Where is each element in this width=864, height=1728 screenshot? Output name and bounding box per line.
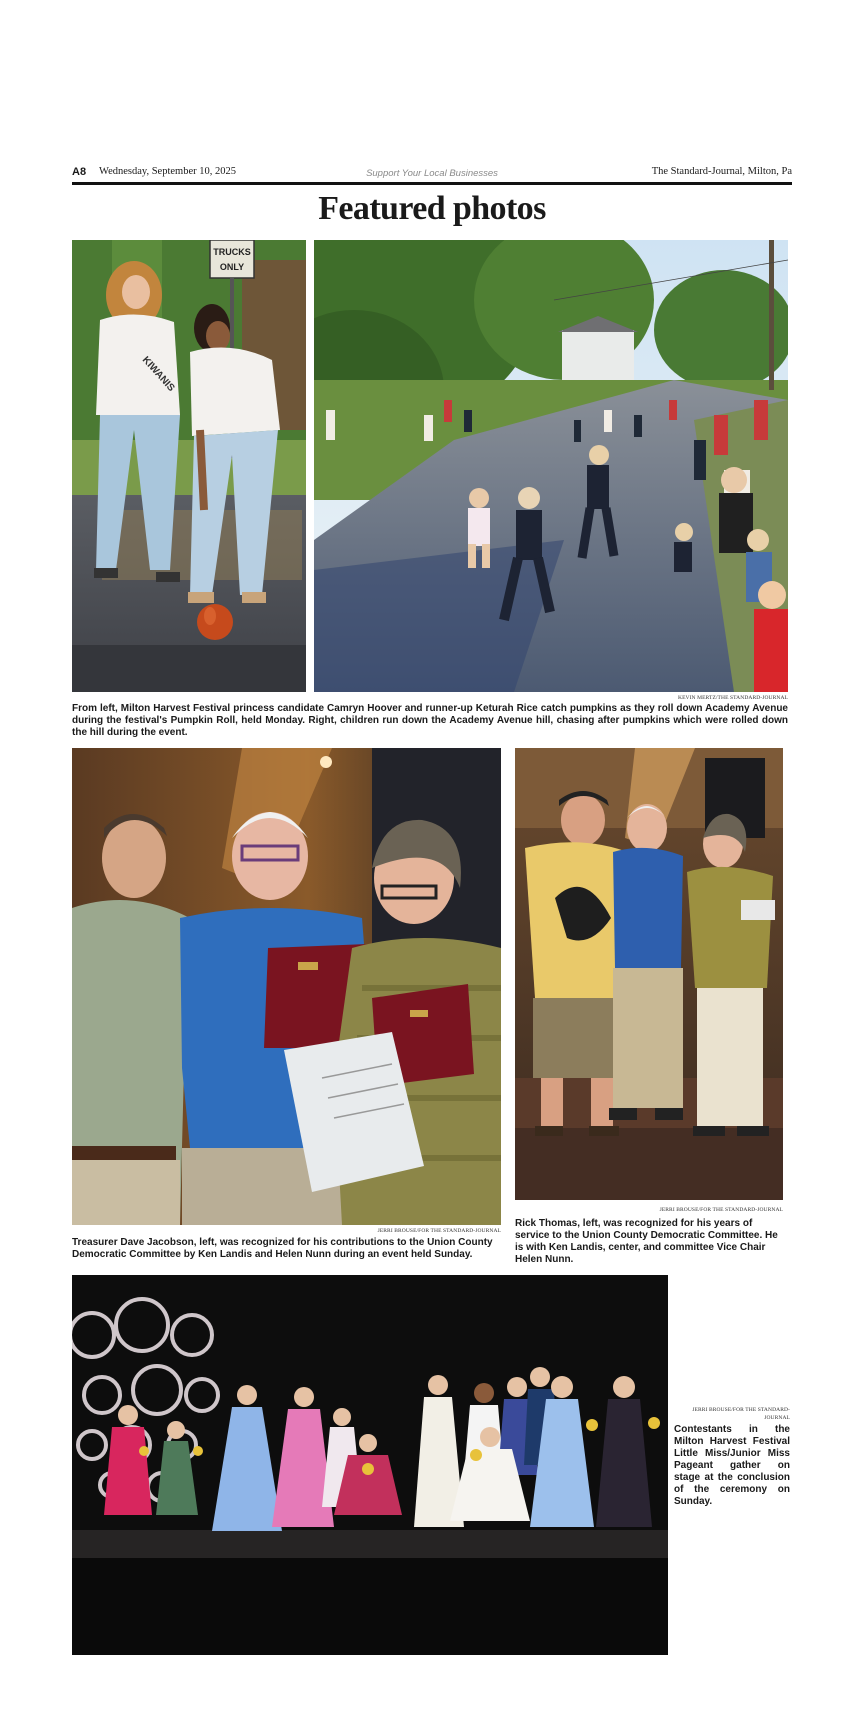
- folio-bar: [72, 166, 792, 182]
- credit-thomas: JERRI BROUSE/FOR THE STANDARD-JOURNAL: [659, 1207, 783, 1213]
- photo-pumpkin-roll-hill: [314, 240, 788, 692]
- caption-pumpkin-roll: From left, Milton Harvest Festival princess candidate Camryn Hoover and runner-up Keturah Rice catch pumpkins as they roll down Academy Avenue during the festival's Pumpkin Roll, held Monday. Right, children run down the Academy Avenue hill, chasing after pumpkins which were rolled down the hill during the event.: [72, 703, 788, 738]
- sign-text-line2: ONLY: [219, 262, 245, 272]
- folio-rule: [72, 182, 792, 185]
- sign-text-line1: TRUCKS: [213, 247, 251, 257]
- caption-pageant: Contestants in the Milton Harvest Festival Little Miss/Junior Miss Pageant gather on stage at the conclusion of the ceremony on Sunday.: [674, 1424, 790, 1507]
- photo-pageant-contestants: [72, 1275, 668, 1655]
- sash-text: KIWANIS: [139, 354, 177, 394]
- caption-jacobson: Treasurer Dave Jacobson, left, was recognized for his contributions to the Union County Democratic Committee by Ken Landis and Helen Nunn during an event held Sunday.: [72, 1237, 493, 1260]
- caption-thomas: Rick Thomas, left, was recognized for his years of service to the Union County Democratic Committee. He is with Ken Landis, center, and committee Vice Chair Helen Nunn.: [515, 1218, 778, 1265]
- credit-jacobson: JERRI BROUSE/FOR THE STANDARD-JOURNAL: [377, 1228, 501, 1234]
- folio-tagline: Support Your Local Businesses: [366, 168, 498, 179]
- newspaper-name: The Standard-Journal, Milton, Pa: [651, 166, 792, 177]
- page-number: A8: [72, 166, 87, 178]
- page-headline: Featured photos: [318, 190, 546, 227]
- credit-pumpkin-roll: KEVIN MERTZ/THE STANDARD-JOURNAL: [678, 695, 788, 701]
- photo-pumpkin-roll-princesses: [72, 240, 306, 692]
- photo-jacobson-recognized: [72, 748, 501, 1225]
- credit-pageant: JERRI BROUSE/FOR THE STANDARD-JOURNAL: [692, 1407, 790, 1421]
- photo-thomas-recognized: [515, 748, 783, 1200]
- issue-date: Wednesday, September 10, 2025: [99, 166, 236, 177]
